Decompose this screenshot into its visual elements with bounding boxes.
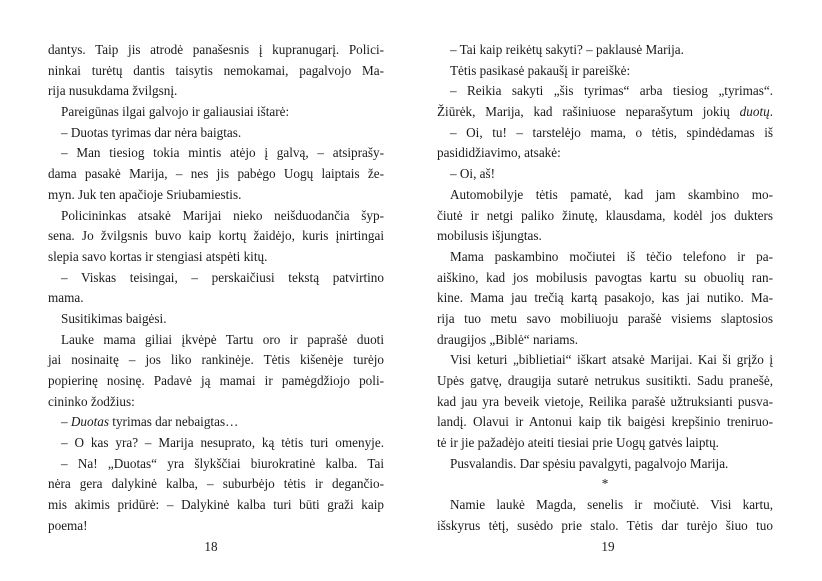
text-line: išskyrus tėtį, susėdo prie stalo. Tėtis dar turėjo šiuo tuo [437, 517, 773, 533]
text-line: Tėtis pasikasė pakaušį ir pareiškė: [450, 62, 631, 78]
text-line: mama. [48, 290, 84, 306]
text-line: – Duotas tyrimas dar nėra baigtas. [61, 124, 242, 140]
text-line: mis akimis pridūrė: – Dalykinė kalba turi būti graži kaip [48, 497, 384, 513]
text-line: – Tai kaip reikėtų sakyti? – paklausė Marija. [450, 42, 684, 57]
text-line: – Man tiesiog tokia mintis atėjo į galvą, – atsiprašy- [61, 145, 384, 161]
text-line: rija tuo metu savo mobiliuoju parašė visiems slaptosios [437, 310, 773, 326]
text-line: Pareigūnas ilgai galvojo ir galiausiai ištarė: [61, 104, 290, 120]
text-line: Mama paskambino močiutei iš tėčio telefono ir pa- [450, 248, 773, 264]
text-line: aiškino, kad jos mobilusis pavogtas kartu su obuolių ran- [437, 269, 773, 285]
text-line: pasididžiavimo, atsakė: [437, 145, 561, 161]
text-line: – Duotas tyrimas dar nebaigtas… [61, 414, 239, 430]
text-line: Namie laukė Magda, senelis ir močiutė. Visi kartu, [450, 497, 773, 513]
text-line: Pusvalandis. Dar spėsiu pavalgyti, pagalvojo Marija. [450, 455, 729, 471]
text-line: slepia savo kortas ir stengiasi atspėti kitų. [48, 248, 268, 264]
left-page-text [48, 40, 384, 537]
text-line: kad jau yra beveik vietoje, Reilika parašė užtruksianti pusva- [437, 393, 773, 409]
text-line: draugijos „Biblė“ nariams. [437, 331, 578, 347]
text-line: kine. Mama jau trečią kartą pasakojo, kas jai nutiko. Ma- [437, 290, 773, 306]
text-line: nėra gera dalykinė kalba, – suburbėjo tėtis ir degančio- [48, 476, 384, 492]
text-line: Visi keturi „biblietiai“ iškart atsakė Marijai. Kai ši grįžo į [450, 352, 773, 368]
text-line: – O kas yra? – Marija nesuprato, ką tėtis turi omenyje. [61, 435, 384, 451]
text-line: – Oi, aš! [450, 166, 496, 182]
text-line: Susitikimas baigėsi. [61, 310, 167, 326]
text-line: tė ir jie pažadėjo ateiti tiesiai prie Uogų gatvės laiptų. [437, 435, 719, 451]
text-line: – Viskas teisingai, – perskaičiusi tekstą patvirtino [61, 269, 384, 285]
text-line: landį. Olavui ir Antonui kaip tik baigėsi krepšinio treniruo- [437, 414, 773, 430]
text-line: cininko žodžius: [48, 393, 135, 409]
text-line: Žiūrėk, Marija, kad rašiniuose neparašytum jokių duotų. [437, 104, 773, 120]
text-line: čiutė ir netgi paliko žinutę, klausdama, kodėl jos dukters [437, 207, 773, 223]
page-number-left: 18 [204, 539, 218, 554]
text-line: Policininkas atsakė Marijai nieko neišduodančia šyp- [61, 207, 384, 223]
text-line: myn. Juk ten apačioje Sriubamiestis. [48, 186, 242, 202]
text-line: – Reikia sakyti „šis tyrimas“ arba tiesiog „tyrimas“. [450, 83, 773, 99]
right-page-text [437, 40, 773, 537]
text-line: * [601, 476, 609, 492]
text-line: ninkai turėtų dantis taisytis nemokamai, pagalvojo Ma- [48, 62, 384, 78]
page-number-right: 19 [601, 539, 615, 554]
text-line: Lauke mama giliai įkvėpė Tartu oro ir paprašė duoti [61, 331, 384, 347]
text-line: dantys. Taip jis atrodė panašesnis į kupranugarį. Polici- [48, 42, 384, 57]
text-line: – Oi, tu! – tarstelėjo mama, o tėtis, spindėdamas iš [450, 124, 773, 140]
text-line: dama pasakė Marija, – nes jis pabėgo Uogų laiptais že- [48, 166, 384, 182]
text-line: poema! [48, 517, 88, 533]
text-line: – Na! „Duotas“ yra šlykščiai biurokratinė kalba. Tai [61, 455, 384, 471]
text-line: rija nusukdama žvilgsnį. [48, 83, 178, 99]
text-line: popierinę nosinę. Padavė ją mamai ir pamėgdžiojo poli- [48, 373, 384, 388]
text-line: sena. Jo žvilgsnis buvo kaip kortų žaidėjo, kuris įnirtingai [48, 228, 384, 244]
text-line: jai nosinaitę – jos liko rankinėje. Tėtis kišenėje turėjo [48, 352, 384, 368]
text-line: Automobilyje tėtis pamatė, kad jam skambino mo- [450, 186, 773, 202]
text-line: mobilusis išjungtas. [437, 228, 542, 244]
text-line: Upės gatvę, draugija sutarė netrukus susitikti. Sadu pranešė, [437, 373, 773, 388]
